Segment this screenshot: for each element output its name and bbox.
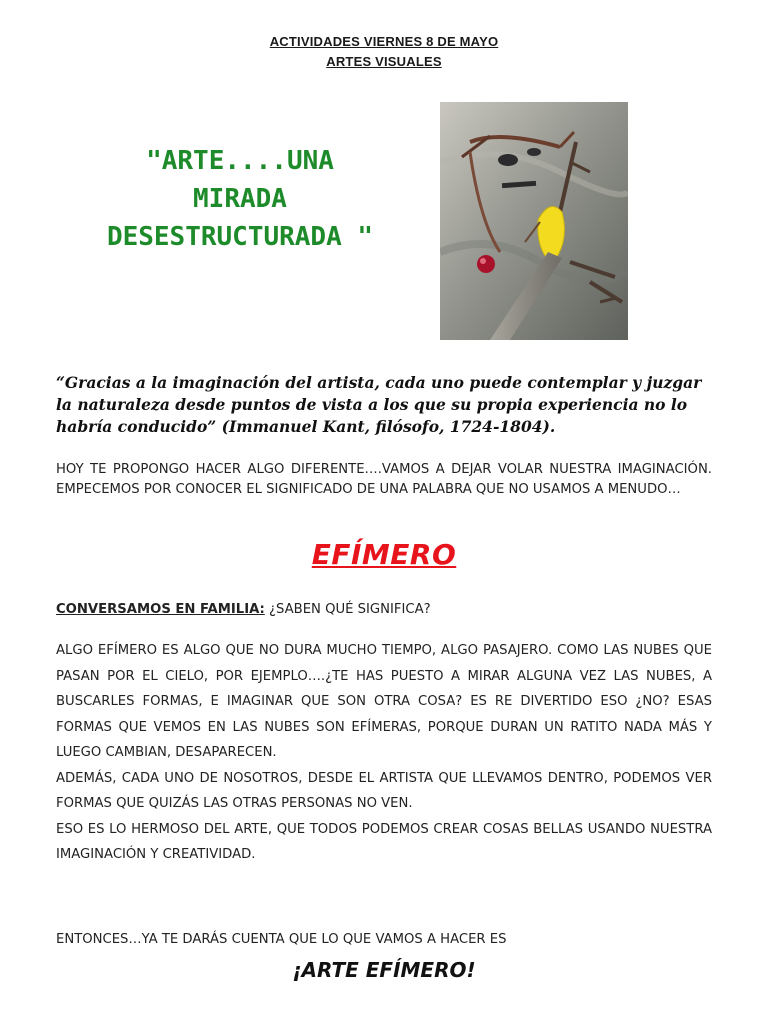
intro-paragraph: HOY TE PROPONGO HACER ALGO DIFERENTE….VAMOS A DEJAR VOLAR NUESTRA IMAGINACIÓN. EMPECEMOS POR CONOCER EL SIGNIFICADO DE UNA PALABRA QUE NO USAMOS A MENUDO… bbox=[56, 462, 712, 497]
final-heading: ¡ARTE EFÍMERO! bbox=[292, 958, 476, 982]
keyword-heading: EFÍMERO bbox=[311, 538, 457, 571]
conversation-label: CONVERSAMOS EN FAMILIA: bbox=[56, 602, 265, 617]
title-line-1: "ARTE....UNA bbox=[146, 146, 334, 176]
closing-line: ENTONCES…YA TE DARÁS CUENTA QUE LO QUE VAMOS A HACER ES bbox=[56, 932, 507, 947]
explanation-block bbox=[56, 638, 712, 868]
header-subject: ARTES VISUALES bbox=[326, 54, 442, 69]
main-title bbox=[40, 142, 440, 256]
title-line-2: MIRADA bbox=[193, 184, 287, 214]
conversation-line bbox=[56, 600, 712, 620]
title-line-3: DESESTRUCTURADA " bbox=[106, 222, 374, 252]
kant-quote: “Gracias a la imaginación del artista, cada uno puede contemplar y juzgar la naturaleza desde puntos de vista a los que su propia experiencia no lo habría conducido” (Immanuel Kant, filósofo, 1724-1804). bbox=[56, 373, 702, 436]
paragraph-artist: ADEMÁS, CADA UNO DE NOSOTROS, DESDE EL ARTISTA QUE LLEVAMOS DENTRO, PODEMOS VER FORMAS QUE QUIZÁS LAS OTRAS PERSONAS NO VEN. bbox=[56, 770, 712, 811]
header-date: ACTIVIDADES VIERNES 8 DE MAYO bbox=[269, 34, 499, 49]
ephemeral-art-photo bbox=[440, 102, 628, 340]
conversation-question: ¿SABEN QUÉ SIGNIFICA? bbox=[264, 602, 431, 617]
paragraph-clouds: ALGO EFÍMERO ES ALGO QUE NO DURA MUCHO TIEMPO, ALGO PASAJERO. COMO LAS NUBES QUE PASAN POR EL CIELO, POR EJEMPLO….¿TE HAS PUESTO A MIRAR ALGUNA VEZ LAS NUBES, A BUSCARLES FORMAS, E IMAGINAR QUE SON OTRA COSA? ES RE DIVERTIDO ESO ¿NO? ESAS FORMAS QUE VEMOS EN LAS NUBES SON EFÍMERAS, PORQUE DURAN UN RATITO NADA MÁS Y LUEGO CAMBIAN, DESAPARECEN. bbox=[56, 643, 712, 760]
paragraph-beauty: ESO ES LO HERMOSO DEL ARTE, QUE TODOS PODEMOS CREAR COSAS BELLAS USANDO NUESTRA IMAGINACIÓN Y CREATIVIDAD. bbox=[56, 821, 712, 862]
